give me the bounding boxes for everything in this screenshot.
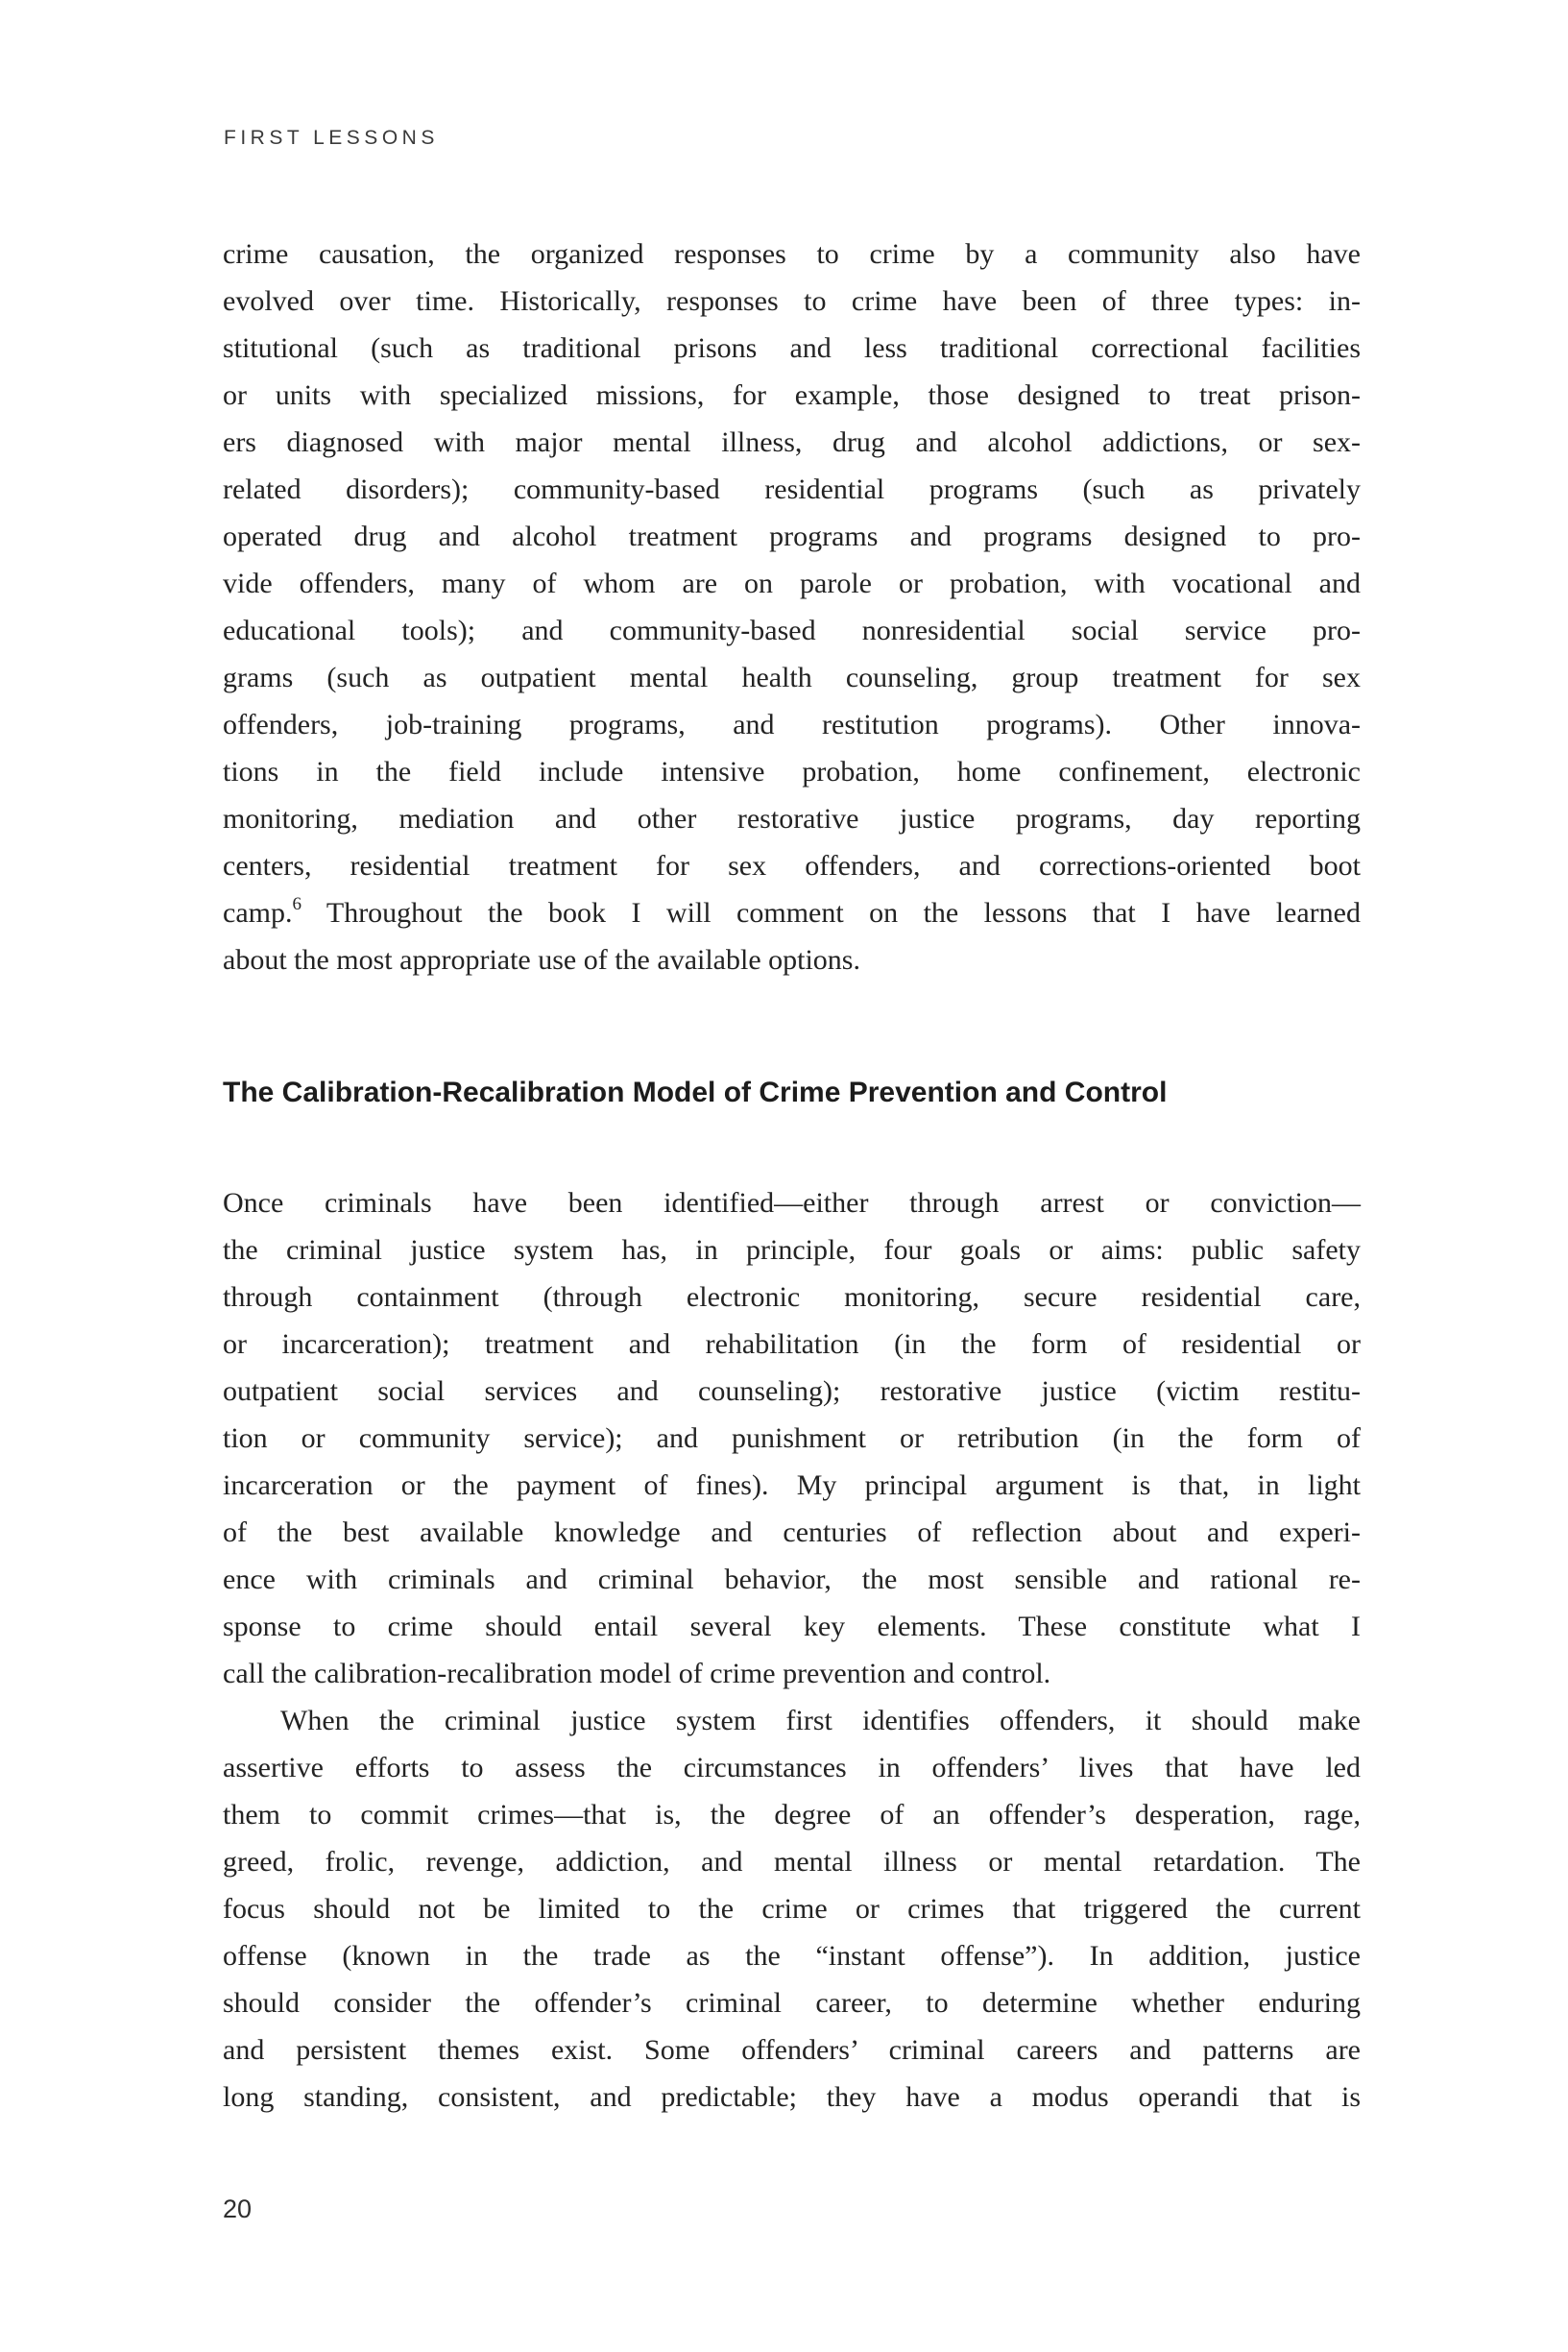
text-line: about the most appropriate use of the available options. [223,944,860,976]
paragraph-2 [223,1179,1361,1697]
text-column [223,230,1361,2121]
text-line: monitoring, mediation and other restorative justice programs, day reporting [223,803,1361,835]
text-line: stitutional (such as traditional prisons and less traditional correctional facilities [223,332,1361,364]
text-line: evolved over time. Historically, responses to crime have been of three types: in- [223,285,1361,317]
running-head: FIRST LESSONS [224,127,439,149]
text-line: assertive efforts to assess the circumstances in offenders’ lives that have led [223,1752,1361,1783]
footnote-marker: 6 [292,894,302,914]
text-line: crime causation, the organized responses to crime by a community also have [223,238,1361,270]
text-line: ence with criminals and criminal behavior, the most sensible and rational re- [223,1564,1361,1595]
page-number: 20 [223,2194,253,2223]
text-line: sponse to crime should entail several key elements. These constitute what I [223,1611,1361,1642]
text-line: or units with specialized missions, for example, those designed to treat prison- [223,379,1361,411]
text-line: offenders, job-training programs, and restitution programs). Other innova- [223,709,1361,740]
text-line: outpatient social services and counseling); restorative justice (victim restitu- [223,1375,1361,1407]
text-line: tion or community service); and punishment or retribution (in the form of [223,1422,1361,1454]
text-line: vide offenders, many of whom are on parole or probation, with vocational and [223,568,1361,599]
text-line: operated drug and alcohol treatment programs and programs designed to pro- [223,521,1361,552]
text-line: centers, residential treatment for sex offenders, and corrections-oriented boot [223,850,1361,882]
text-line: through containment (through electronic monitoring, secure residential care, [223,1281,1361,1313]
text-line: call the calibration-recalibration model of crime prevention and control. [223,1658,1051,1689]
text-segment: camp. [223,897,293,929]
text-line: incarceration or the payment of fines). My principal argument is that, in light [223,1469,1361,1501]
text-line: related disorders); community-based residential programs (such as privately [223,473,1361,505]
text-line: Once criminals have been identified—either through arrest or conviction— [223,1187,1361,1219]
text-line: them to commit crimes—that is, the degree of an offender’s desperation, rage, [223,1799,1361,1831]
paragraph-1 [223,230,1361,983]
text-line: When the criminal justice system first identifies offenders, it should make [280,1705,1361,1736]
text-line: focus should not be limited to the crime or crimes that triggered the current [223,1893,1361,1925]
text-line: greed, frolic, revenge, addiction, and mental illness or mental retardation. The [223,1846,1361,1878]
text-line-with-footnote [223,889,1361,936]
text-line: offense (known in the trade as the “instant offense”). In addition, justice [223,1940,1361,1972]
text-line: and persistent themes exist. Some offenders’ criminal careers and patterns are [223,2034,1361,2066]
text-segment: Throughout the book I will comment on the lessons that I have learned [301,897,1361,929]
text-line: of the best available knowledge and centuries of reflection about and experi- [223,1516,1361,1548]
text-line: educational tools); and community-based nonresidential social service pro- [223,615,1361,646]
text-line: or incarceration); treatment and rehabilitation (in the form of residential or [223,1328,1361,1360]
text-line: should consider the offender’s criminal career, to determine whether enduring [223,1987,1361,2019]
paragraph-3 [223,1697,1361,2121]
text-line: grams (such as outpatient mental health counseling, group treatment for sex [223,662,1361,693]
text-line: ers diagnosed with major mental illness, drug and alcohol addictions, or sex- [223,426,1361,458]
section-heading: The Calibration-Recalibration Model of Crime Prevention and Control [223,1077,1168,1108]
text-line: long standing, consistent, and predictable; they have a modus operandi that is [223,2081,1361,2113]
text-line: the criminal justice system has, in principle, four goals or aims: public safety [223,1234,1361,1266]
text-line: tions in the field include intensive probation, home confinement, electronic [223,756,1361,788]
